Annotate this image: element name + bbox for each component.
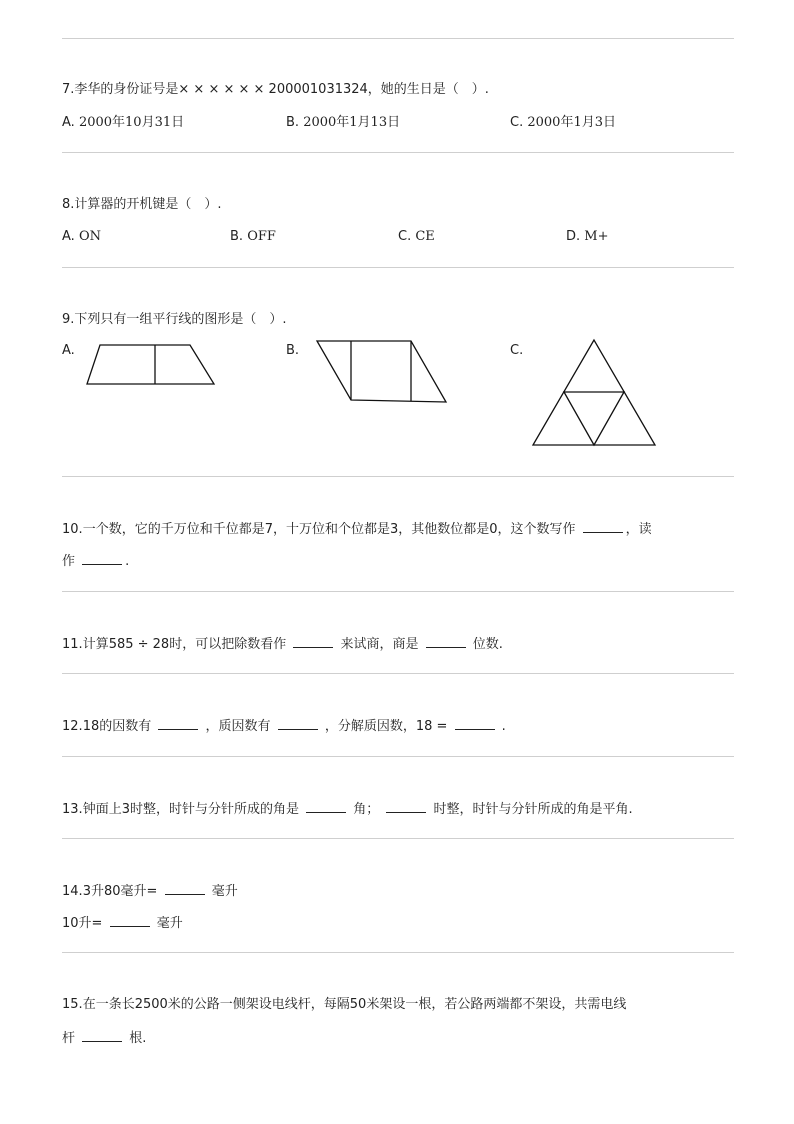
option-text: 2000年1月13日 [303,115,401,130]
option-letter: A. [62,229,75,244]
parallelogram-outline [317,341,446,402]
separator-line [62,673,734,674]
separator-line [62,38,734,39]
option-text: ON [78,229,101,244]
option-text: OFF [247,229,276,244]
question-14 [62,882,238,901]
separator-line [62,476,734,477]
question-text: 在一条长2500米的公路一侧架设电线杆，每隔50米架设一根，若公路两端都不架设，共需电线 [82,997,627,1012]
question-text: 下列只有一组平行线的图形是（ ）. [74,312,287,327]
question-number: 11. [62,637,83,652]
question-9 [62,311,287,329]
inner-triangle [564,392,624,445]
option-b[interactable] [286,114,400,132]
answer-blank[interactable] [278,717,318,730]
question-text: 钟面上3时整，时针与分针所成的角是 [82,802,299,817]
question-8 [62,196,222,214]
answer-blank[interactable] [306,800,346,813]
answer-blank[interactable] [386,800,426,813]
question-text: ，读 [625,522,652,537]
separator-line [62,152,734,153]
option-c[interactable] [510,342,523,360]
option-letter: D. [566,229,581,244]
answer-blank[interactable] [82,552,122,565]
question-text: . [125,554,130,569]
option-text: CE [415,229,435,244]
question-number: 15. [62,997,83,1012]
question-text: 杆 [62,1031,76,1046]
question-text: 李华的身份证号是× × × × × × 200001031324，她的生日是（ ）. [74,82,489,97]
question-number: 10. [62,522,83,537]
question-10 [62,520,652,539]
question-text: 位数. [472,637,503,652]
question-number: 12. [62,719,83,734]
question-text: ，质因数有 [205,719,271,734]
question-text: 根. [129,1031,147,1046]
question-text: 毫升 [211,884,238,899]
question-number: 8. [62,197,75,212]
answer-blank[interactable] [583,520,623,533]
option-c[interactable] [398,228,435,246]
option-letter: B. [286,343,300,358]
question-text: ，分解质因数，18 = [324,719,448,734]
trapezoid-outline [87,345,214,384]
option-letter: C. [398,229,412,244]
question-15-line-2 [62,1029,146,1048]
question-text: 来试商，商是 [340,637,419,652]
question-text: 3升80毫升= [82,884,158,899]
question-11 [62,635,503,654]
question-13 [62,800,633,819]
question-text: 毫升 [156,916,183,931]
triangle-figure[interactable] [532,339,658,447]
option-letter: A. [62,115,75,130]
question-number: 7. [62,82,75,97]
option-d[interactable] [566,228,609,246]
question-10-line-2 [62,552,129,571]
question-number: 9. [62,312,75,327]
question-12 [62,717,506,736]
answer-blank[interactable] [158,717,198,730]
answer-blank[interactable] [82,1029,122,1042]
question-text: 计算585 ÷ 28时，可以把除数看作 [82,637,287,652]
question-text: 作 [62,554,76,569]
question-text: 时整，时针与分针所成的角是平角. [433,802,633,817]
option-b[interactable] [230,228,276,246]
option-letter: C. [510,343,524,358]
question-text: 18的因数有 [82,719,152,734]
question-text: 一个数，它的千万位和千位都是7，十万位和个位都是3，其他数位都是0，这个数写作 [82,522,576,537]
separator-line [62,267,734,268]
option-b[interactable] [286,342,299,360]
answer-blank[interactable] [165,882,205,895]
separator-line [62,756,734,757]
answer-blank[interactable] [293,635,333,648]
separator-line [62,591,734,592]
question-number: 13. [62,802,83,817]
trapezoid-figure[interactable] [86,344,216,386]
option-letter: B. [230,229,244,244]
option-c[interactable] [510,114,616,132]
option-text: 2000年10月31日 [78,115,185,130]
question-text: . [501,719,506,734]
option-a[interactable] [62,342,75,360]
option-text: 2000年1月3日 [527,115,616,130]
option-letter: A. [62,343,75,358]
question-text: 角； [353,802,380,817]
separator-line [62,952,734,953]
option-a[interactable] [62,114,184,132]
question-14-line-2 [62,914,183,933]
option-text: M+ [584,229,609,244]
answer-blank[interactable] [426,635,466,648]
option-letter: B. [286,115,300,130]
question-7 [62,81,489,99]
option-letter: C. [510,115,524,130]
answer-blank[interactable] [455,717,495,730]
question-text: 计算器的开机键是（ ）. [74,197,222,212]
separator-line [62,838,734,839]
option-a[interactable] [62,228,101,246]
question-number: 14. [62,884,83,899]
parallelogram-figure[interactable] [316,340,448,403]
question-text: 10升= [62,916,103,931]
question-15 [62,996,626,1014]
answer-blank[interactable] [110,914,150,927]
